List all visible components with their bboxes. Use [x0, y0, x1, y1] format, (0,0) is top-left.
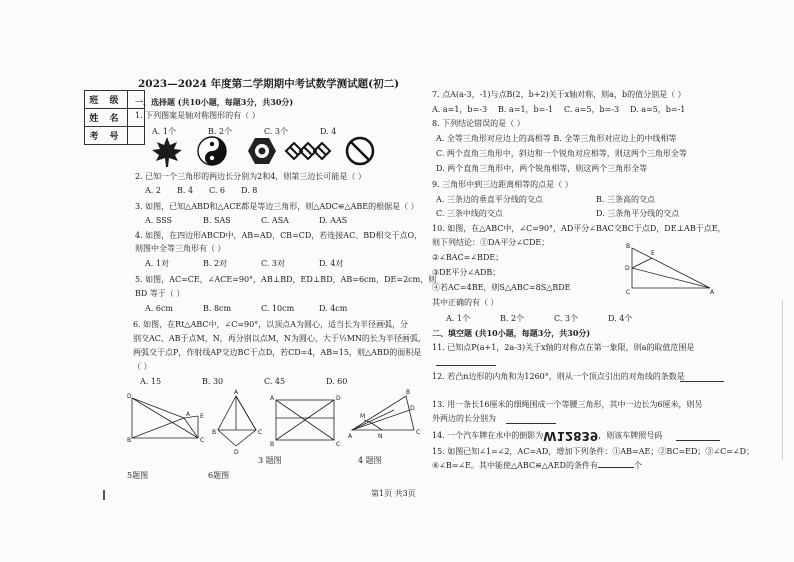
q12-text: 12. 若凸n边形的内角和为1260°，则从一个顶点引出的对角线的条数是	[432, 372, 685, 381]
q14-answer-blank[interactable]	[676, 440, 720, 441]
q7-option-d: D. a=5，b=-1	[630, 105, 686, 114]
q3-option-c: C. ASA	[261, 216, 289, 225]
q10-text-line1: 10. 如图，在△ABC中，∠C=90°，AD平分∠BAC交BC于点D，DE⊥AB于点E，	[432, 224, 726, 233]
q10-figure	[622, 240, 718, 296]
q6-options	[140, 377, 347, 386]
q4-text-line2: 则图中全等三角形有（ ）	[135, 244, 226, 253]
fig6-label-c: C	[258, 429, 263, 436]
q5-option-b: B. 8cm	[203, 304, 232, 313]
fig3-label-d: D	[336, 395, 341, 402]
fig4-label-n: N	[378, 433, 383, 440]
q6-option-c: C. 45	[264, 377, 286, 386]
q6-text-line3: 两弧交于点P，作射线AP交边BC于点D，若CD=4，AB=15，则△ABD的面积是	[133, 348, 422, 357]
q2-option-c: C. 6	[209, 186, 226, 195]
q9-option-b: B. 三条高的交点	[596, 195, 655, 204]
q7-option-a: A. a=1，b=-3	[432, 105, 488, 114]
q15-text-line1: 15. 如图已知∠1=∠2，AC=AD，增加下列条件：①AB=AE；②BC=ED；③∠C=∠D；	[432, 447, 755, 456]
fig5-label-e: E	[200, 413, 204, 420]
page-title: 2023—2024 年度第二学期期中考试数学测试题(初二)	[138, 78, 400, 90]
name-label: 姓 名	[85, 109, 128, 127]
q4-option-a: A. 1对	[145, 259, 169, 268]
q8-option-ab: A. 全等三角形对应边上的高相等 B. 全等三角形对应边上的中线相等	[436, 134, 677, 143]
fig5-label-b: B	[127, 437, 132, 444]
q10-statement-2: ②∠BAC=∠BDE；	[432, 253, 504, 262]
q10-option-c: C. 3个	[554, 314, 579, 323]
q5-option-a: A. 6cm	[145, 304, 174, 313]
q6-text-line4: （ ）	[133, 362, 152, 371]
q9-text: 9. 三角形中到三边距离相等的点是（ ）	[432, 180, 573, 189]
q8-option-c: C. 两个直角三角形中，斜边和一个锐角对应相等，则这两个三角形全等	[436, 149, 687, 158]
fig4-label-b: B	[406, 389, 411, 396]
hexagon-nut-figure	[248, 138, 276, 164]
q7-text: 7. 点A(a-3，-1)与点B(2，b+2)关于x轴对称，则a，b的值分别是（ ）	[432, 90, 686, 99]
fig6-label-b: B	[212, 429, 217, 436]
figure-5-diagram	[132, 398, 198, 438]
q10-option-d: D. 4个	[608, 314, 633, 323]
q10-statement-1: 则下列结论：①DA平分∠CDE；	[432, 238, 550, 247]
q7-option-c: C. a=5，b=-3	[564, 105, 620, 114]
q3-option-a: A. SSS	[145, 216, 173, 225]
q2-option-d: D. 8	[241, 186, 258, 195]
q6-text-line1: 6. 如图，在Rt△ABC中，∠C=90°，以顶点A为圆心，适当长为半径画弧，分	[133, 320, 408, 329]
fig3-label-a: A	[270, 395, 275, 402]
q4-option-d: D. 4对	[319, 259, 344, 268]
q2-option-a: A. 2	[145, 186, 161, 195]
q10-option-b: B. 2个	[500, 314, 525, 323]
q1-option-c: C. 3个	[264, 127, 289, 136]
q10-conclusion: 其中正确的有（ ）	[432, 298, 499, 307]
q12-answer-blank[interactable]	[680, 381, 724, 382]
q8-text: 8. 下列结论错误的是（ ）	[432, 119, 525, 128]
class-label: 班 级	[85, 91, 128, 109]
q5-options	[145, 304, 347, 313]
q3-text: 3. 如图，已知△ABD和△ACE都是等边三角形，则△ADC≌△ABE的根据是（ ）	[135, 202, 419, 211]
fig4-label-m: M	[360, 413, 366, 420]
yin-yang-figure	[198, 137, 226, 165]
q10-label-e: E	[651, 250, 655, 257]
q13-text-line2: 外两边的长分别为	[432, 414, 496, 423]
q14-text-part2: ，则该车牌照号码	[598, 431, 663, 440]
q4-option-c: C. 3对	[261, 259, 286, 268]
figure-6-diagram	[218, 396, 256, 446]
figure-4-caption: 4 题图	[358, 456, 382, 465]
q4-options	[145, 258, 343, 269]
q10-statement-4: ④若AC=4BE，则S△ABC=8S△BDE	[432, 283, 571, 292]
fig5-label-a: A	[186, 411, 191, 418]
q1-option-b: B. 2个	[208, 127, 233, 136]
q8-option-d: D. 两个直角三角形中，两个锐角相等，则这两个三角形全等	[436, 164, 648, 173]
q1-figures	[150, 135, 382, 169]
q3-options	[145, 216, 347, 225]
page-number: 第1页 共3页	[371, 489, 416, 498]
geometry-figures	[124, 388, 424, 458]
prohibition-sign-figure	[347, 138, 373, 164]
q14-text-part1: 14. 一个汽车牌在水中的倒影为	[432, 431, 544, 440]
q3-option-d: D. AAS	[319, 216, 348, 225]
q4-text-line1: 4. 如图，在四边形ABCD中，AB=AD，CB=CD，若连接AC、BD相交于点O，	[135, 231, 423, 240]
q5-text-line1: 5. 如图，AC=CE，∠ACE=90°，AB⊥BD，ED⊥BD，AB=6cm，DE=2cm，则	[135, 275, 437, 284]
q2-options	[145, 186, 257, 195]
binding-mark	[103, 490, 105, 500]
q14-text	[432, 431, 662, 441]
q1-option-d: D. 4	[320, 127, 337, 136]
section-choice-heading: 一、选择题 (共10小题，每题3分，共30分)	[135, 97, 294, 107]
q15-text-part2: 个	[633, 461, 642, 470]
fig6-label-d: D	[234, 449, 239, 456]
q6-option-a: A. 15	[140, 377, 162, 386]
figure-3-diagram	[276, 400, 334, 440]
q5-option-d: D. 4cm	[319, 304, 348, 313]
q15-text-part1: ④∠B=∠E。其中能使△ABC≌△AED的条件有	[432, 461, 598, 470]
exam-id-label: 考 号	[85, 127, 128, 145]
q13-answer-blank[interactable]	[506, 423, 556, 424]
q2-text: 2. 已知一个三角形的两边长分别为2和4，则第三边长可能是（ ）	[135, 172, 366, 181]
q15-answer-blank[interactable]	[598, 467, 634, 468]
fig4-label-c: C	[416, 429, 421, 436]
q6-option-b: B. 30	[202, 377, 224, 386]
fold-line	[782, 300, 783, 460]
q14-reflected-plate: W12839	[543, 429, 599, 443]
q10-label-b: B	[626, 243, 631, 250]
section-fill-heading: 二、填空题 (共10小题，每题3分，共30分)	[432, 328, 591, 338]
q7-option-b: B. a=1，b=-1	[498, 105, 554, 114]
q5-text-line2: BD 等于（ ）	[135, 289, 185, 298]
q9-option-a: A. 三条边的垂直平分线的交点	[436, 195, 543, 204]
q9-option-d: D. 三条角平分线的交点	[596, 209, 680, 218]
fig3-label-b: B	[270, 441, 275, 448]
q7-options	[432, 104, 685, 115]
q15-text-line2	[432, 461, 642, 471]
q5-option-c: C. 10cm	[261, 304, 295, 313]
q10-option-a: A. 1个	[446, 314, 470, 323]
q6-option-d: D. 60	[326, 377, 348, 386]
q1-text: 1. 下列图案是轴对称图形的有（ ）	[135, 111, 260, 120]
q10-options	[446, 313, 632, 324]
q10-label-d: D	[625, 265, 630, 272]
q10-label-a: A	[710, 289, 715, 296]
q13-text-line1: 13. 用一条长16厘米的细绳围成一个等腰三角形，其中一边长为6厘米，则另	[432, 400, 703, 409]
q10-statement-3: ③DE平分∠ADB；	[432, 268, 501, 277]
maple-leaf-figure	[152, 137, 182, 167]
figure-6-caption: 6题图	[208, 471, 230, 480]
q10-label-c: C	[626, 289, 631, 296]
fig3-label-c: C	[336, 441, 341, 448]
fig5-label-d: D	[127, 393, 132, 400]
fig4-label-d: D	[410, 405, 415, 412]
q6-text-line2: 别交AC、AB于点M，N，再分别以点M，N为圆心，大于½MN的长为半径画弧，	[133, 334, 426, 343]
q4-option-b: B. 2对	[203, 259, 228, 268]
fig4-label-a: A	[348, 433, 353, 440]
q1-option-a: A. 1个	[152, 127, 176, 136]
figure-3-caption: 3 题图	[258, 456, 282, 465]
exam-id-blank	[128, 127, 145, 145]
q2-option-b: B. 4	[177, 186, 194, 195]
fig5-label-c: C	[200, 437, 205, 444]
q11-text: 11. 已知点P(a+1，2a-3)关于x轴的对称点在第一象限，则a的取值范围是	[432, 343, 695, 352]
fig6-label-a: A	[234, 389, 239, 396]
knot-pattern-figure	[286, 143, 330, 159]
q3-option-b: B. SAS	[203, 216, 231, 225]
q11-answer-blank[interactable]	[436, 365, 496, 366]
q9-option-c: C. 三条中线的交点	[436, 209, 503, 218]
figure-5-caption: 5题图	[127, 471, 149, 480]
